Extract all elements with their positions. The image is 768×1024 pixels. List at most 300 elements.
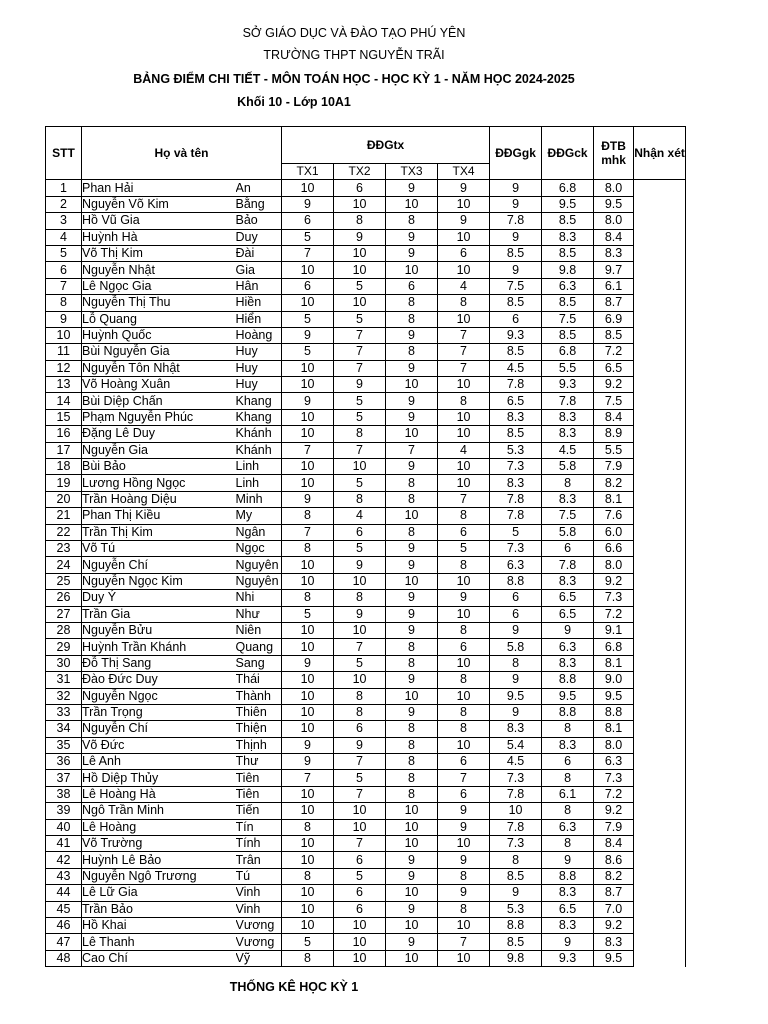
cell-tx1: 10	[282, 852, 334, 868]
cell-ddgck: 8.3	[542, 885, 594, 901]
cell-note	[634, 213, 686, 229]
cell-dtb: 8.1	[594, 491, 634, 507]
cell-tx2: 6	[334, 852, 386, 868]
cell-tx1: 7	[282, 245, 334, 261]
cell-tx1: 7	[282, 524, 334, 540]
cell-tx2: 7	[334, 639, 386, 655]
cell-ddgck: 8.3	[542, 737, 594, 753]
cell-tx4: 10	[438, 426, 490, 442]
cell-tx3: 9	[386, 934, 438, 950]
cell-tx2: 10	[334, 819, 386, 835]
cell-tx4: 8	[438, 508, 490, 524]
cell-tx2: 10	[334, 622, 386, 638]
cell-firstname: Khang	[236, 409, 282, 425]
table-row	[46, 327, 686, 343]
cell-tx1: 6	[282, 278, 334, 294]
cell-firstname: Thiện	[236, 721, 282, 737]
cell-tx3: 10	[386, 688, 438, 704]
cell-tx1: 9	[282, 491, 334, 507]
cell-ddggk: 7.8	[490, 786, 542, 802]
cell-tx4: 10	[438, 573, 490, 589]
cell-firstname: Tiên	[236, 786, 282, 802]
cell-surname: Huỳnh Quốc	[82, 327, 236, 343]
table-row	[46, 245, 686, 261]
cell-dtb: 6.5	[594, 360, 634, 376]
cell-tx4: 8	[438, 393, 490, 409]
cell-stt: 24	[46, 557, 82, 573]
cell-tx2: 8	[334, 688, 386, 704]
cell-note	[634, 540, 686, 556]
table-row	[46, 344, 686, 360]
cell-stt: 47	[46, 934, 82, 950]
cell-dtb: 9.2	[594, 573, 634, 589]
cell-surname: Lương Hồng Ngọc	[82, 475, 236, 491]
cell-dtb: 5.5	[594, 442, 634, 458]
cell-note	[634, 770, 686, 786]
cell-stt: 2	[46, 196, 82, 212]
cell-dtb: 8.0	[594, 180, 634, 196]
cell-dtb: 9.5	[594, 950, 634, 966]
cell-tx3: 6	[386, 278, 438, 294]
header-dtb-line2: mhk	[601, 153, 626, 168]
cell-firstname: Hiền	[236, 295, 282, 311]
cell-note	[634, 295, 686, 311]
table-row	[46, 770, 686, 786]
cell-surname: Phạm Nguyễn Phúc	[82, 409, 236, 425]
table-row	[46, 213, 686, 229]
cell-ddggk: 8.5	[490, 426, 542, 442]
cell-stt: 4	[46, 229, 82, 245]
cell-tx1: 8	[282, 590, 334, 606]
cell-note	[634, 426, 686, 442]
cell-firstname: Nguyên	[236, 557, 282, 573]
cell-ddggk: 9	[490, 180, 542, 196]
cell-surname: Hồ Vũ Gia	[82, 213, 236, 229]
table-row	[46, 491, 686, 507]
cell-tx2: 10	[334, 459, 386, 475]
cell-tx3: 8	[386, 786, 438, 802]
cell-note	[634, 672, 686, 688]
cell-ddgck: 9	[542, 852, 594, 868]
cell-note	[634, 737, 686, 753]
cell-stt: 14	[46, 393, 82, 409]
cell-tx4: 8	[438, 622, 490, 638]
cell-ddggk: 6.5	[490, 393, 542, 409]
cell-tx3: 8	[386, 721, 438, 737]
cell-surname: Bùi Diệp Chấn	[82, 393, 236, 409]
cell-surname: Huỳnh Trần Khánh	[82, 639, 236, 655]
cell-ddggk: 5.8	[490, 639, 542, 655]
cell-tx3: 9	[386, 245, 438, 261]
cell-firstname: Như	[236, 606, 282, 622]
cell-surname: Nguyễn Nhật	[82, 262, 236, 278]
cell-stt: 17	[46, 442, 82, 458]
cell-dtb: 8.3	[594, 245, 634, 261]
cell-stt: 34	[46, 721, 82, 737]
cell-stt: 43	[46, 868, 82, 884]
cell-surname: Nguyễn Ngô Trương	[82, 868, 236, 884]
cell-stt: 40	[46, 819, 82, 835]
cell-ddgck: 6.5	[542, 590, 594, 606]
cell-tx3: 9	[386, 459, 438, 475]
cell-note	[634, 360, 686, 376]
cell-tx1: 10	[282, 262, 334, 278]
cell-ddggk: 5.3	[490, 901, 542, 917]
cell-ddgck: 5.5	[542, 360, 594, 376]
cell-tx1: 8	[282, 868, 334, 884]
cell-tx1: 5	[282, 606, 334, 622]
cell-tx1: 7	[282, 770, 334, 786]
cell-ddgck: 8.3	[542, 491, 594, 507]
cell-ddgck: 8	[542, 770, 594, 786]
cell-tx4: 9	[438, 819, 490, 835]
cell-tx4: 8	[438, 901, 490, 917]
cell-dtb: 8.7	[594, 295, 634, 311]
cell-ddgck: 8.3	[542, 655, 594, 671]
cell-surname: Võ Tú	[82, 540, 236, 556]
cell-ddggk: 10	[490, 803, 542, 819]
cell-stt: 9	[46, 311, 82, 327]
cell-tx2: 5	[334, 868, 386, 884]
cell-tx4: 10	[438, 196, 490, 212]
table-row	[46, 540, 686, 556]
cell-note	[634, 344, 686, 360]
cell-tx1: 9	[282, 196, 334, 212]
cell-note	[634, 836, 686, 852]
cell-note	[634, 950, 686, 966]
cell-tx3: 10	[386, 885, 438, 901]
cell-firstname: Thư	[236, 754, 282, 770]
header-name: Họ và tên	[82, 127, 282, 180]
cell-surname: Trần Bảo	[82, 901, 236, 917]
cell-note	[634, 901, 686, 917]
cell-tx3: 9	[386, 704, 438, 720]
cell-tx1: 9	[282, 754, 334, 770]
cell-stt: 13	[46, 377, 82, 393]
cell-tx4: 7	[438, 327, 490, 343]
cell-dtb: 8.1	[594, 655, 634, 671]
cell-ddgck: 6.5	[542, 901, 594, 917]
cell-firstname: Nhi	[236, 590, 282, 606]
cell-note	[634, 278, 686, 294]
cell-stt: 8	[46, 295, 82, 311]
cell-dtb: 9.0	[594, 672, 634, 688]
cell-ddggk: 7.8	[490, 508, 542, 524]
cell-tx1: 7	[282, 442, 334, 458]
cell-tx2: 9	[334, 606, 386, 622]
cell-dtb: 6.3	[594, 754, 634, 770]
cell-surname: Huỳnh Hà	[82, 229, 236, 245]
stats-heading: THỐNG KÊ HỌC KỲ 1	[229, 980, 359, 994]
cell-dtb: 7.3	[594, 590, 634, 606]
cell-firstname: Bằng	[236, 196, 282, 212]
table-row	[46, 917, 686, 933]
cell-tx4: 9	[438, 852, 490, 868]
cell-tx4: 7	[438, 934, 490, 950]
document-title: BẢNG ĐIỂM CHI TIẾT - MÔN TOÁN HỌC - HỌC KỲ 1 - NĂM HỌC 2024-2025	[133, 72, 575, 86]
cell-firstname: Khang	[236, 393, 282, 409]
cell-tx3: 9	[386, 327, 438, 343]
cell-note	[634, 475, 686, 491]
cell-dtb: 8.0	[594, 737, 634, 753]
cell-surname: Bùi Bảo	[82, 459, 236, 475]
table-row	[46, 934, 686, 950]
cell-stt: 22	[46, 524, 82, 540]
cell-surname: Hồ Diệp Thủy	[82, 770, 236, 786]
cell-stt: 42	[46, 852, 82, 868]
cell-tx1: 8	[282, 540, 334, 556]
cell-stt: 10	[46, 327, 82, 343]
cell-tx2: 7	[334, 327, 386, 343]
cell-ddgck: 8	[542, 803, 594, 819]
cell-tx2: 10	[334, 803, 386, 819]
cell-ddgck: 6.1	[542, 786, 594, 802]
cell-tx4: 10	[438, 377, 490, 393]
header-tx4: TX4	[438, 164, 490, 180]
cell-tx1: 10	[282, 409, 334, 425]
cell-ddggk: 8.5	[490, 344, 542, 360]
cell-ddgck: 8.3	[542, 229, 594, 245]
cell-tx2: 9	[334, 377, 386, 393]
cell-note	[634, 262, 686, 278]
cell-stt: 31	[46, 672, 82, 688]
cell-tx1: 5	[282, 311, 334, 327]
header-tx3: TX3	[386, 164, 438, 180]
cell-ddggk: 8.5	[490, 934, 542, 950]
cell-ddgck: 8.8	[542, 672, 594, 688]
cell-tx1: 10	[282, 688, 334, 704]
cell-ddggk: 4.5	[490, 360, 542, 376]
cell-note	[634, 459, 686, 475]
grades-table	[45, 126, 686, 967]
cell-note	[634, 934, 686, 950]
cell-tx2: 7	[334, 836, 386, 852]
cell-dtb: 8.0	[594, 557, 634, 573]
cell-tx3: 8	[386, 737, 438, 753]
cell-note	[634, 639, 686, 655]
cell-tx4: 10	[438, 688, 490, 704]
cell-ddgck: 6.5	[542, 606, 594, 622]
cell-tx1: 10	[282, 475, 334, 491]
cell-dtb: 8.2	[594, 475, 634, 491]
cell-surname: Nguyễn Ngọc Kim	[82, 573, 236, 589]
cell-tx4: 6	[438, 754, 490, 770]
cell-stt: 25	[46, 573, 82, 589]
cell-firstname: Minh	[236, 491, 282, 507]
cell-tx4: 10	[438, 606, 490, 622]
cell-tx3: 10	[386, 196, 438, 212]
cell-tx4: 9	[438, 885, 490, 901]
cell-stt: 19	[46, 475, 82, 491]
table-row	[46, 885, 686, 901]
cell-ddgck: 8	[542, 721, 594, 737]
cell-note	[634, 573, 686, 589]
cell-surname: Trần Hoàng Diệu	[82, 491, 236, 507]
cell-tx4: 10	[438, 917, 490, 933]
cell-stt: 48	[46, 950, 82, 966]
cell-tx3: 10	[386, 950, 438, 966]
cell-firstname: Duy	[236, 229, 282, 245]
cell-tx2: 5	[334, 393, 386, 409]
cell-tx4: 10	[438, 950, 490, 966]
cell-tx1: 10	[282, 721, 334, 737]
cell-note	[634, 819, 686, 835]
cell-tx3: 9	[386, 180, 438, 196]
cell-ddgck: 5.8	[542, 524, 594, 540]
header-ddgck: ĐĐGck	[542, 127, 594, 180]
cell-tx2: 8	[334, 426, 386, 442]
table-row	[46, 573, 686, 589]
cell-tx4: 9	[438, 213, 490, 229]
cell-surname: Đỗ Thị Sang	[82, 655, 236, 671]
cell-tx1: 10	[282, 459, 334, 475]
cell-stt: 33	[46, 704, 82, 720]
cell-note	[634, 721, 686, 737]
cell-stt: 23	[46, 540, 82, 556]
cell-surname: Lê Anh	[82, 754, 236, 770]
cell-ddgck: 9.5	[542, 196, 594, 212]
cell-surname: Võ Đức	[82, 737, 236, 753]
cell-ddggk: 6	[490, 590, 542, 606]
cell-tx3: 9	[386, 393, 438, 409]
cell-ddgck: 9	[542, 934, 594, 950]
cell-surname: Nguyễn Thị Thu	[82, 295, 236, 311]
table-row	[46, 672, 686, 688]
cell-ddgck: 6	[542, 540, 594, 556]
cell-dtb: 6.9	[594, 311, 634, 327]
cell-note	[634, 196, 686, 212]
cell-ddggk: 8	[490, 852, 542, 868]
cell-tx3: 10	[386, 917, 438, 933]
cell-ddgck: 8.3	[542, 409, 594, 425]
cell-tx3: 9	[386, 557, 438, 573]
cell-tx3: 9	[386, 868, 438, 884]
cell-tx3: 10	[386, 377, 438, 393]
cell-ddggk: 5.4	[490, 737, 542, 753]
table-row	[46, 704, 686, 720]
cell-stt: 5	[46, 245, 82, 261]
cell-stt: 18	[46, 459, 82, 475]
cell-ddgck: 8.5	[542, 327, 594, 343]
cell-note	[634, 508, 686, 524]
cell-stt: 7	[46, 278, 82, 294]
cell-tx3: 9	[386, 672, 438, 688]
cell-note	[634, 868, 686, 884]
cell-firstname: Sang	[236, 655, 282, 671]
cell-stt: 29	[46, 639, 82, 655]
cell-dtb: 8.4	[594, 409, 634, 425]
cell-firstname: Linh	[236, 475, 282, 491]
table-row	[46, 459, 686, 475]
table-row	[46, 639, 686, 655]
cell-firstname: Khánh	[236, 442, 282, 458]
table-row	[46, 409, 686, 425]
cell-firstname: Hiển	[236, 311, 282, 327]
cell-tx3: 7	[386, 442, 438, 458]
cell-tx1: 6	[282, 213, 334, 229]
cell-firstname: Tính	[236, 836, 282, 852]
cell-ddgck: 8.5	[542, 295, 594, 311]
cell-tx1: 10	[282, 786, 334, 802]
cell-ddggk: 8.3	[490, 409, 542, 425]
cell-note	[634, 688, 686, 704]
cell-dtb: 9.5	[594, 196, 634, 212]
cell-firstname: Vương	[236, 934, 282, 950]
cell-ddggk: 8.5	[490, 295, 542, 311]
cell-note	[634, 704, 686, 720]
table-row	[46, 377, 686, 393]
cell-ddgck: 7.5	[542, 508, 594, 524]
cell-tx1: 5	[282, 344, 334, 360]
cell-ddgck: 9	[542, 622, 594, 638]
cell-tx4: 5	[438, 540, 490, 556]
cell-tx1: 10	[282, 885, 334, 901]
cell-tx4: 10	[438, 229, 490, 245]
table-row	[46, 688, 686, 704]
cell-note	[634, 786, 686, 802]
cell-tx1: 10	[282, 803, 334, 819]
cell-surname: Lê Ngọc Gia	[82, 278, 236, 294]
cell-ddgck: 6	[542, 754, 594, 770]
cell-tx3: 8	[386, 213, 438, 229]
header-dtb-line1: ĐTB	[601, 139, 626, 154]
table-row	[46, 819, 686, 835]
table-row	[46, 360, 686, 376]
cell-stt: 41	[46, 836, 82, 852]
table-row	[46, 622, 686, 638]
cell-stt: 3	[46, 213, 82, 229]
cell-dtb: 7.2	[594, 786, 634, 802]
cell-ddgck: 7.8	[542, 557, 594, 573]
cell-note	[634, 606, 686, 622]
cell-surname: Trần Thị Kim	[82, 524, 236, 540]
cell-stt: 26	[46, 590, 82, 606]
cell-firstname: Quang	[236, 639, 282, 655]
table-row	[46, 262, 686, 278]
cell-tx4: 10	[438, 459, 490, 475]
cell-tx2: 6	[334, 180, 386, 196]
table-row	[46, 590, 686, 606]
cell-dtb: 7.0	[594, 901, 634, 917]
cell-tx3: 9	[386, 901, 438, 917]
cell-surname: Nguyễn Gia	[82, 442, 236, 458]
cell-ddgck: 7.5	[542, 311, 594, 327]
cell-ddggk: 7.3	[490, 540, 542, 556]
cell-tx2: 8	[334, 491, 386, 507]
table-row	[46, 557, 686, 573]
table-row	[46, 655, 686, 671]
cell-stt: 28	[46, 622, 82, 638]
cell-ddgck: 6.8	[542, 180, 594, 196]
cell-firstname: Khánh	[236, 426, 282, 442]
cell-stt: 38	[46, 786, 82, 802]
cell-tx4: 10	[438, 262, 490, 278]
cell-firstname: Gia	[236, 262, 282, 278]
cell-ddggk: 9	[490, 229, 542, 245]
cell-tx2: 8	[334, 213, 386, 229]
cell-stt: 27	[46, 606, 82, 622]
cell-tx4: 9	[438, 590, 490, 606]
cell-tx3: 8	[386, 655, 438, 671]
cell-tx1: 8	[282, 508, 334, 524]
table-row	[46, 180, 686, 196]
cell-tx1: 5	[282, 229, 334, 245]
table-row	[46, 786, 686, 802]
cell-tx1: 10	[282, 901, 334, 917]
cell-firstname: Huy	[236, 344, 282, 360]
cell-tx4: 10	[438, 475, 490, 491]
cell-tx1: 9	[282, 737, 334, 753]
